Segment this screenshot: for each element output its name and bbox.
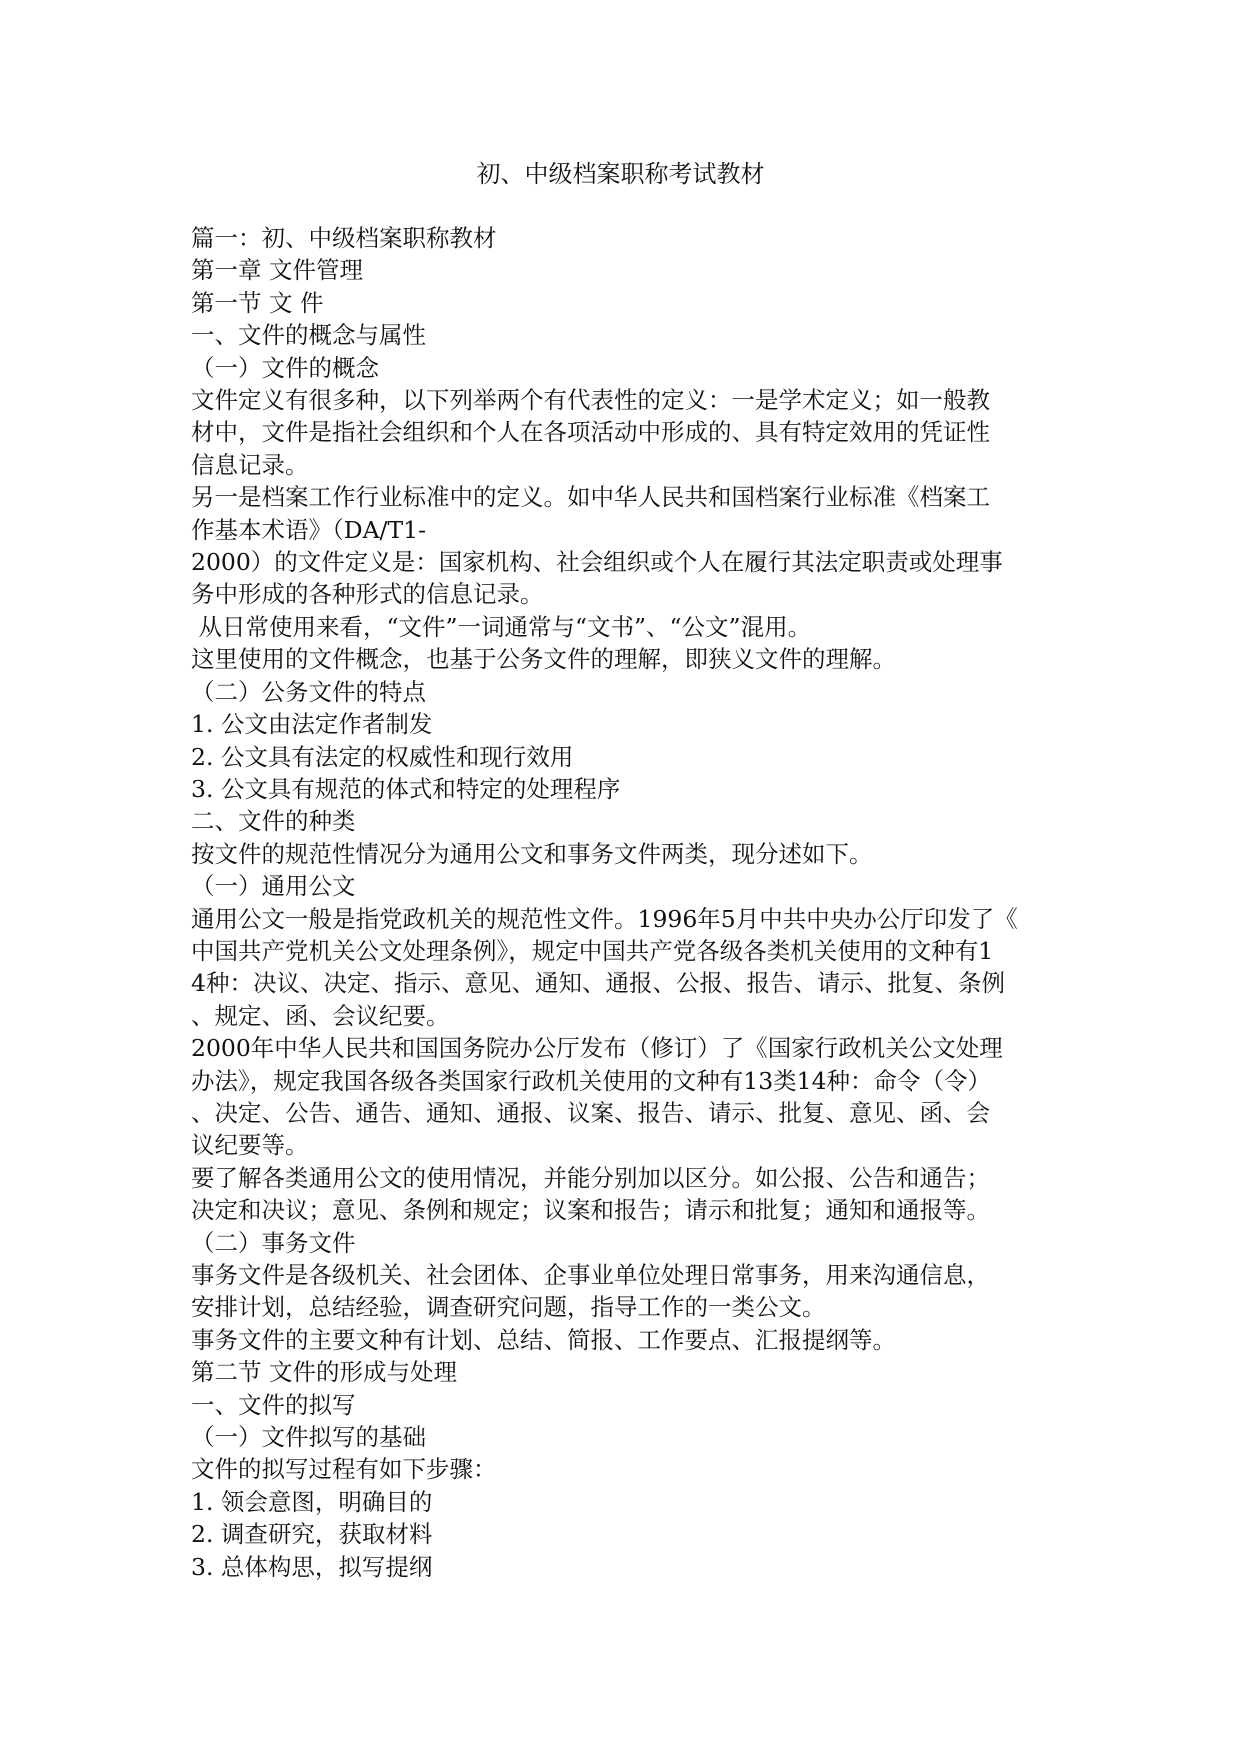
text-line: 2000）的文件定义是：国家机构、社会组织或个人在履行其法定职责或处理事 — [191, 548, 1003, 577]
text-line: 篇一：初、中级档案职称教材 — [191, 224, 497, 252]
text-line: 信息记录。 — [191, 450, 309, 479]
text-line: 、规定、函、会议纪要。 — [191, 1001, 450, 1030]
text-line: 4种：决议、决定、指示、意见、通知、通报、公报、报告、请示、批复、条例 — [191, 969, 1005, 998]
text-line: 作基本术语》（DA/T1- — [191, 515, 427, 544]
text-line: （一）文件拟写的基础 — [191, 1423, 426, 1452]
text-line: 、决定、公告、通告、通知、通报、议案、报告、请示、批复、意见、函、会 — [191, 1098, 990, 1127]
text-line: 事务文件是各级机关、社会团体、企事业单位处理日常事务，用来沟通信息， — [191, 1261, 990, 1289]
text-line: 3. 公文具有规范的体式和特定的处理程序 — [191, 774, 621, 803]
document-body — [191, 222, 1061, 1583]
text-line: 二、文件的种类 — [191, 807, 356, 836]
text-line: 2. 调查研究，获取材料 — [191, 1520, 433, 1549]
text-line: 按文件的规范性情况分为通用公文和事务文件两类，现分述如下。 — [191, 839, 873, 868]
text-line: 1. 公文由法定作者制发 — [191, 710, 433, 739]
text-line: 2. 公文具有法定的权威性和现行效用 — [191, 742, 574, 771]
text-line: 一、文件的概念与属性 — [191, 321, 426, 350]
text-line: 议纪要等。 — [191, 1131, 309, 1160]
text-line: 一、文件的拟写 — [191, 1390, 356, 1419]
text-line: 第二节 文件的形成与处理 — [191, 1358, 457, 1387]
text-line: 第一节 文 件 — [191, 288, 324, 317]
text-line: 通用公文一般是指党政机关的规范性文件。1996年5月中共中央办公厅印发了《 — [191, 904, 1018, 933]
text-line: 文件的拟写过程有如下步骤： — [191, 1455, 497, 1484]
text-line: 从日常使用来看，“文件”一词通常与“文书”、“公文”混用。 — [191, 612, 812, 641]
text-line: 事务文件的主要文种有计划、总结、简报、工作要点、汇报提纲等。 — [191, 1325, 896, 1354]
text-line: 材中，文件是指社会组织和个人在各项活动中形成的、具有特定效用的凭证性 — [191, 418, 990, 447]
text-line: 要了解各类通用公文的使用情况，并能分别加以区分。如公报、公告和通告； — [191, 1163, 990, 1192]
text-line: 1. 领会意图，明确目的 — [191, 1487, 433, 1516]
text-line: 文件定义有很多种，以下列举两个有代表性的定义：一是学术定义；如一般教 — [191, 386, 990, 415]
text-line: 3. 总体构思，拟写提纲 — [191, 1552, 433, 1581]
text-line: 决定和决议；意见、条例和规定；议案和报告；请示和批复；通知和通报等。 — [191, 1196, 990, 1225]
text-line: 2000年中华人民共和国国务院办公厅发布（修订）了《国家行政机关公文处理 — [191, 1034, 1003, 1063]
text-line: （二）事务文件 — [191, 1228, 356, 1257]
text-line: 办法》，规定我国各级各类国家行政机关使用的文种有13类14种：命令（令） — [191, 1066, 992, 1095]
document-title: 初、中级档案职称考试教材 — [476, 160, 765, 188]
text-line: 中国共产党机关公文处理条例》，规定中国共产党各级各类机关使用的文种有1 — [191, 936, 994, 965]
text-line: 另一是档案工作行业标准中的定义。如中华人民共和国档案行业标准《档案工 — [191, 483, 990, 512]
text-line: 这里使用的文件概念，也基于公务文件的理解，即狭义文件的理解。 — [191, 645, 896, 674]
text-line: （二）公务文件的特点 — [191, 677, 426, 706]
text-line: 务中形成的各种形式的信息记录。 — [191, 580, 544, 609]
text-line: （一）通用公文 — [191, 872, 356, 901]
text-line: 第一章 文件管理 — [191, 256, 363, 285]
text-line: （一）文件的概念 — [191, 353, 379, 382]
text-line: 安排计划，总结经验，调查研究问题，指导工作的一类公文。 — [191, 1293, 826, 1322]
